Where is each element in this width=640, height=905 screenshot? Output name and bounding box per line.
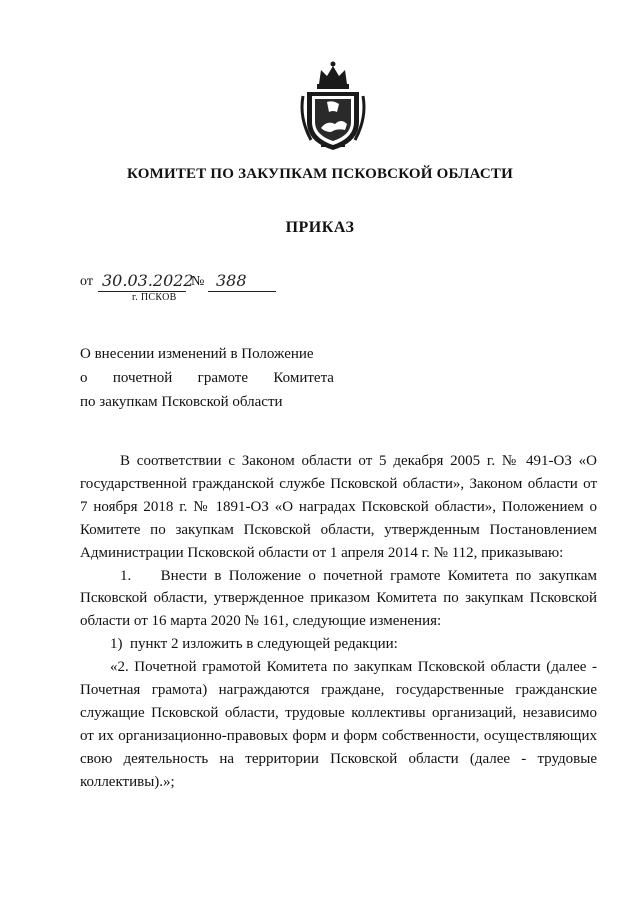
handwritten-number: 388: [216, 271, 247, 290]
document-subject: [80, 342, 334, 414]
from-label: от: [80, 274, 93, 289]
quoted-paragraph: «2. Почетной грамотой Комитета по закупкам Псковской области (далее - Почетная грамота) награждаются граждане, государственные гражданские служащие Псковской области, трудовые коллективы организаций, независимо от их организационно-правовых форм и форм собственности, осуществляющих свою деятельность на территории Псковской области (далее - трудовые коллективы).»;: [80, 659, 597, 790]
pskov-coat-of-arms-icon: [297, 60, 369, 152]
number-underline: [208, 291, 276, 292]
preamble-paragraph: В соответствии с Законом области от 5 декабря 2005 г. № 491-ОЗ «О государственной гражданской службе Псковской области», Законом области от 7 ноября 2018 г. № 1891-ОЗ «О наградах Псковской области», Положением о Комитете по закупкам Псковской области, утвержденным Постановлением Администрации Псковской области от 1 апреля 2014 г. № 112, приказываю:: [80, 453, 597, 561]
document-body: [80, 450, 597, 794]
subject-line-2: о почетной грамоте Комитета: [80, 370, 334, 386]
city-label: г. ПСКОВ: [132, 292, 177, 303]
date-number-line: [80, 271, 300, 304]
handwritten-date: 30.03.2022: [102, 271, 194, 290]
number-label: №: [191, 274, 205, 289]
organization-title: КОМИТЕТ ПО ЗАКУПКАМ ПСКОВСКОЙ ОБЛАСТИ: [127, 166, 513, 182]
subject-line-3: по закупкам Псковской области: [80, 394, 283, 410]
item-1-paragraph: 1. Внести в Положение о почетной грамоте Комитета по закупкам Псковской области, утвержденное приказом Комитета по закупкам Псковской области от 16 марта 2020 № 161, следующие изменения:: [80, 567, 597, 630]
subitem-1-paragraph: 1) пункт 2 изложить в следующей редакции:: [110, 636, 398, 653]
subject-line-1: О внесении изменений в Положение: [80, 346, 314, 362]
document-type: ПРИКАЗ: [285, 219, 355, 236]
